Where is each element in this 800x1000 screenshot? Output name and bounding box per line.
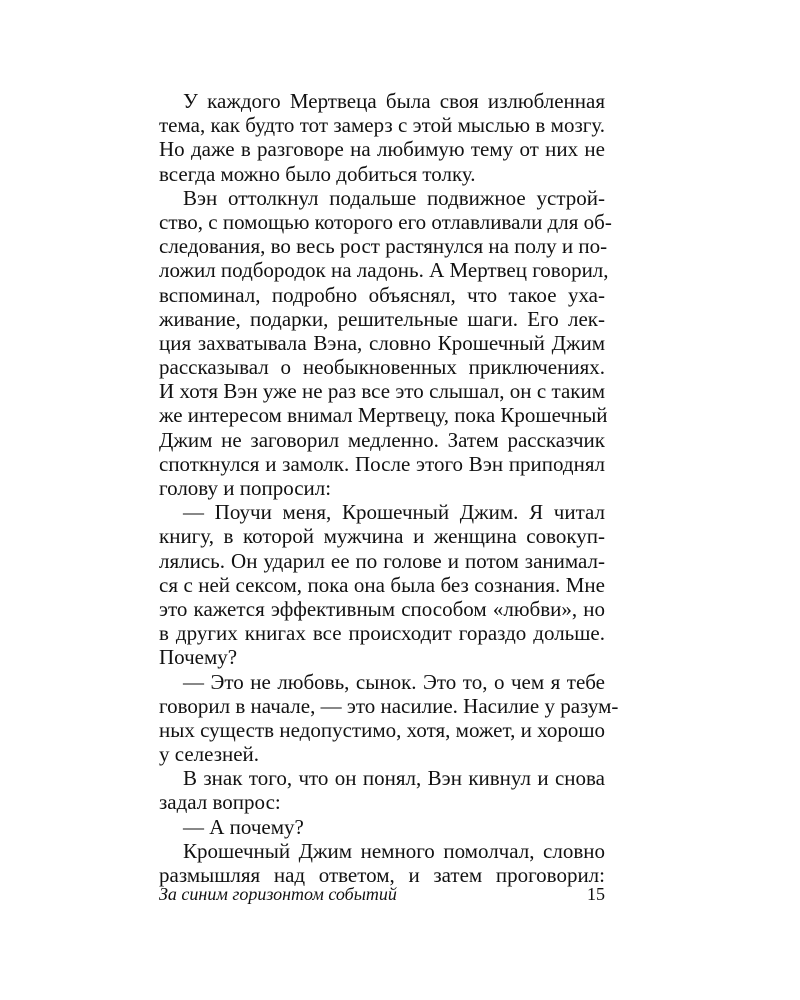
running-title: За синим горизонтом событий [159,884,397,904]
text-line: же интересом внимал Мертвецу, пока Крошечный [159,403,608,428]
text-line: лялись. Он ударил ее по голове и потом занимал- [159,548,605,573]
text-line: живание, подарки, решительные шаги. Его лек- [159,306,605,331]
text-line: Почему? [159,645,238,670]
text-line: — Поучи меня, Крошечный Джим. Я читал [183,500,605,525]
text-line: в других книгах все происходит гораздо дольше. [159,621,605,646]
text-line: задал вопрос: [159,790,281,815]
text-line: ных существ недопустимо, хотя, может, и хорошо [159,717,605,742]
text-line: ство, с помощью которого его отлавливали для об- [159,209,612,234]
text-line: ция захватывала Вэна, словно Крошечный Джим [159,330,605,355]
text-line: ложил подбородок на ладонь. А Мертвец говорил, [159,258,609,283]
text-line: всегда можно было добиться толку. [159,161,476,186]
text-line: говорил в начале, — это насилие. Насилие у разум- [159,693,619,718]
page-number: 15 [587,884,605,904]
text-line: У каждого Мертвеца была своя излюбленная [183,89,605,113]
text-line: В знак того, что он понял, Вэн кивнул и снова [183,766,605,791]
text-line: — А почему? [183,814,304,839]
text-line: споткнулся и замолк. После этого Вэн приподнял [159,451,605,476]
text-line: Но даже в разговоре на любимую тему от них не [159,137,605,162]
text-line: Крошечный Джим немного помолчал, словно [183,838,605,863]
text-line: ся с ней сексом, пока она была без сознания. Мне [159,572,605,597]
text-line: размышляя над ответом, и затем проговорил: [159,863,605,887]
body-text [159,89,619,887]
text-line: И хотя Вэн уже не раз все это слышал, он с таким [159,379,605,404]
text-line: — Это не любовь, сынок. Это то, о чем я тебе [183,669,605,694]
text-line: рассказывал о необыкновенных приключениях. [159,355,605,380]
text-line: голову и попросил: [159,476,332,500]
text-line: книгу, в которой мужчина и женщина совокуп- [159,524,605,549]
page-footer [159,884,605,910]
text-line: вспоминал, подробно объяснял, что такое уха- [159,282,605,307]
text-line: у селезней. [159,742,260,767]
text-line: тема, как будто тот замерз с этой мыслью в мозгу. [159,113,605,138]
text-line: Вэн оттолкнул подальше подвижное устрой- [183,185,605,210]
text-line: это кажется эффективным способом «любви», но [159,596,605,621]
text-line: следования, во весь рост растянулся на полу и по- [159,234,608,259]
text-line: Джим не заговорил медленно. Затем рассказчик [159,427,605,452]
